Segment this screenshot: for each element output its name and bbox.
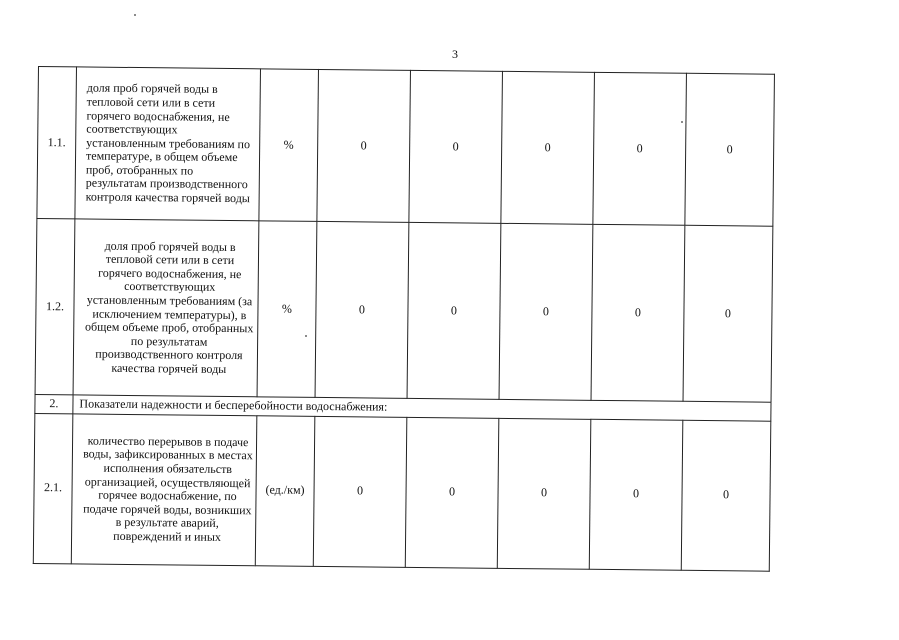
- unit-cell: %: [259, 69, 319, 222]
- value-cell: 0: [313, 416, 407, 567]
- row-number: 1.2.: [35, 218, 75, 394]
- page-number: 3: [452, 47, 458, 61]
- row-number: 2.: [35, 394, 73, 413]
- value-cell: 0: [685, 73, 775, 226]
- value-cell: 0: [681, 420, 771, 571]
- row-number: 2.1.: [33, 413, 73, 563]
- indicators-table: [33, 66, 775, 571]
- value-cell: 0: [589, 419, 683, 570]
- value-cell: 0: [315, 221, 409, 398]
- value-cell: 0: [591, 224, 685, 401]
- section-title: Показатели надежности и бесперебойности водоснабжения:: [73, 395, 771, 421]
- value-cell: 0: [683, 225, 773, 402]
- unit-cell: %: [257, 221, 317, 398]
- value-cell: 0: [317, 69, 411, 222]
- table-row: [37, 67, 775, 227]
- table-row: [35, 218, 773, 402]
- value-cell: 0: [593, 72, 687, 225]
- unit-cell: (ед./км): [255, 415, 315, 566]
- row-number: 1.1.: [37, 67, 77, 219]
- indicator-description: доля проб горячей воды в тепловой сети или в сети горячего водоснабжения, не соответствующих установленным требованиям (за исключением температуры), в общем объеме проб, отобранных по результатам производственного контроля качества горячей воды: [73, 219, 259, 397]
- indicator-description: количество перерывов в подаче воды, зафиксированных в местах исполнения обязательств организацией, осуществляющей горячее водоснабжение, по подаче горячей воды, возникших в результате аварий, повреждений и иных: [71, 413, 257, 565]
- indicator-description: доля проб горячей воды в тепловой сети или в сети горячего водоснабжения, не соответствующих установленным требованиям по температуре, в общем объеме проб, отобранных по результатам производственного контроля качества горячей воды: [75, 67, 261, 221]
- value-cell: 0: [501, 71, 595, 224]
- value-cell: 0: [499, 223, 593, 400]
- value-cell: 0: [407, 222, 501, 399]
- scan-speck: [134, 14, 136, 16]
- value-cell: 0: [405, 417, 499, 568]
- value-cell: 0: [409, 70, 503, 223]
- table-row: [33, 413, 771, 571]
- value-cell: 0: [497, 418, 591, 569]
